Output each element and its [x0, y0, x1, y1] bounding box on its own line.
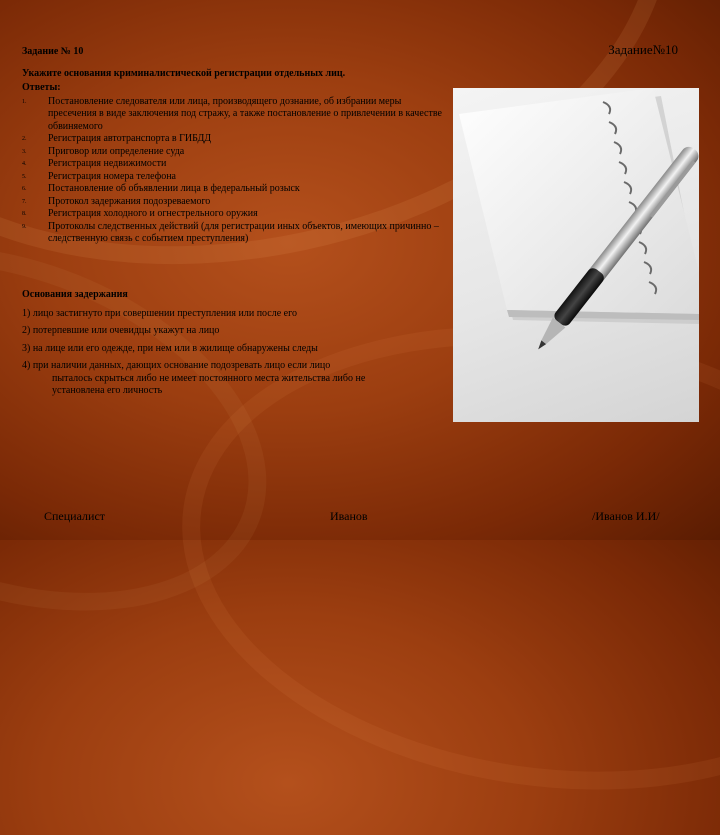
answer-item [22, 133, 442, 146]
answer-text: Приговор или определение суда [48, 145, 185, 157]
notebook-pen-illustration [453, 88, 699, 422]
answer-item [22, 196, 442, 209]
answer-item [22, 96, 442, 134]
detention-item [22, 360, 442, 398]
answer-text: Постановление следователя или лица, производящего дознание, об избрании меры пресечения в виде заключения под стражу, а также постановление о привлечении в качестве обвиняемого [48, 95, 442, 132]
answer-item [22, 171, 442, 184]
answer-number: 9. [22, 223, 27, 230]
answer-number: 3. [22, 148, 27, 155]
answer-number: 1. [22, 98, 27, 105]
detention-title: Основания задержания [22, 289, 128, 300]
answer-number: 8. [22, 211, 27, 217]
answer-text: Регистрация недвижимости [48, 158, 167, 169]
detention-item-line: установлена его личность [52, 385, 163, 396]
answers-list [22, 96, 442, 246]
answer-item [22, 183, 442, 196]
specialist-signature: /Иванов И.И/ [592, 509, 660, 523]
detention-item [22, 343, 442, 356]
task-number-header: Задание№10 [608, 42, 678, 57]
answer-number: 4. [22, 161, 27, 167]
answer-item [22, 146, 442, 159]
detention-item-line: 3) на лице или его одежде, при нем или в жилище обнаружены следы [22, 342, 318, 354]
answer-number: 2. [22, 136, 27, 142]
specialist-label: Специалист [44, 509, 106, 523]
answer-text: Протокол задержания подозреваемого [48, 195, 211, 207]
answer-number: 7. [22, 198, 27, 205]
detention-item [22, 308, 442, 321]
answer-number: 6. [22, 186, 27, 192]
notebook-pen-photo [453, 88, 699, 422]
task-question: Укажите основания криминалистической регистрации отдельных лиц. [22, 67, 346, 79]
answer-text: Регистрация холодного и огнестрельного оружия [48, 208, 258, 219]
answer-item [22, 221, 442, 246]
detention-item-line: 2) потерпевшие или очевидцы укажут на лицо [22, 325, 220, 336]
answer-number: 5. [22, 173, 27, 180]
answer-text: Регистрация автотранспорта в ГИБДД [48, 133, 212, 144]
detention-list [22, 308, 442, 398]
answers-label: Ответы: [22, 82, 61, 93]
answer-item [22, 208, 442, 221]
task-content [22, 46, 442, 246]
task-title: Задание № 10 [22, 46, 84, 57]
answer-text: Протоколы следственных действий (для регистрации иных объектов, имеющих причинно – следственную связь с событием преступления) [48, 220, 439, 244]
specialist-surname: Иванов [330, 509, 368, 523]
detention-grounds [22, 289, 442, 403]
detention-item-line: пыталось скрыться либо не имеет постоянного места жительства либо не [52, 372, 366, 384]
detention-item [22, 325, 442, 338]
answer-item [22, 158, 442, 171]
detention-item-line: 4) при наличии данных, дающих основание подозревать лицо если лицо [22, 360, 331, 371]
detention-item-line: 1) лицо застигнуто при совершении преступления или после его [22, 307, 297, 319]
answer-text: Постановление об объявлении лица в федеральный розыск [48, 183, 300, 194]
answer-text: Регистрация номера телефона [48, 170, 176, 182]
